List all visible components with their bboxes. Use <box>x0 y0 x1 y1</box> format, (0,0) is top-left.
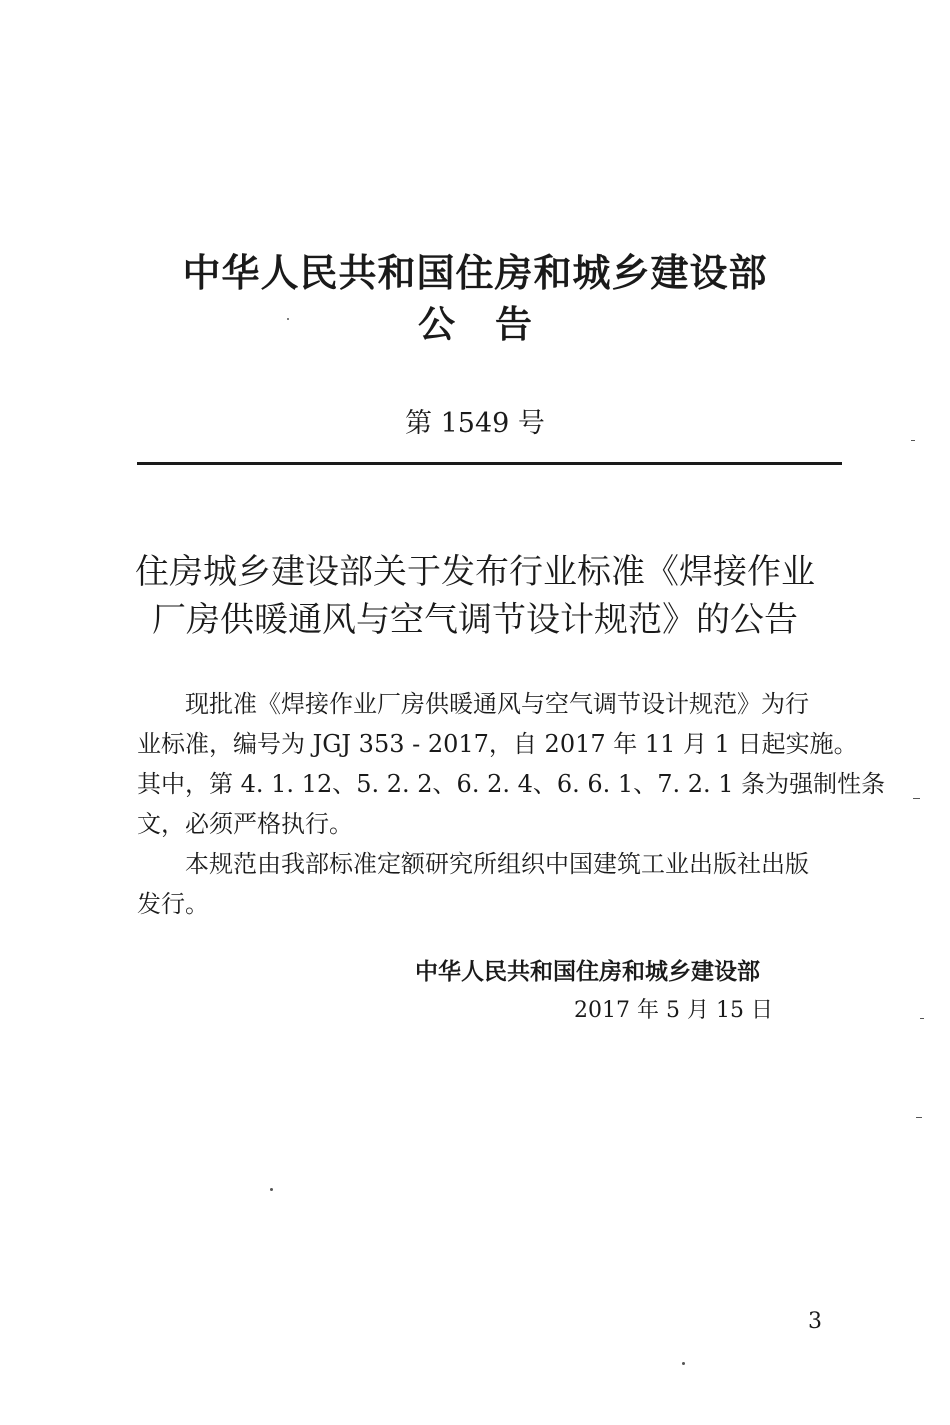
issuer-title: 中华人民共和国住房和城乡建设部 <box>182 251 768 295</box>
page-number: 3 <box>808 1309 822 1334</box>
body-line: 其中，第 4. 1. 12、5. 2. 2、6. 2. 4、6. 6. 1、7. 2. 1 条为强制性条 <box>137 770 886 798</box>
scan-speck <box>270 1188 273 1191</box>
scan-speck <box>913 798 920 799</box>
body-line: 现批准《焊接作业厂房供暖通风与空气调节设计规范》为行 <box>185 690 809 718</box>
signature-organization: 中华人民共和国住房和城乡建设部 <box>415 959 760 985</box>
scan-speck <box>911 440 915 441</box>
announcement-body <box>137 684 886 924</box>
scan-speck <box>287 318 289 320</box>
body-paragraph-1 <box>137 684 886 844</box>
body-line: 发行。 <box>137 890 209 918</box>
signature-date: 2017 年 5 月 15 日 <box>574 998 773 1023</box>
announcement-number: 第 1549 号 <box>405 408 545 439</box>
body-line: 本规范由我部标准定额研究所组织中国建筑工业出版社出版 <box>185 850 809 878</box>
announcement-heading <box>0 548 950 644</box>
scan-speck <box>920 1018 924 1019</box>
scan-speck <box>682 1362 685 1365</box>
body-line: 文，必须严格执行。 <box>137 810 353 838</box>
body-line: 业标准，编号为 JGJ 353 - 2017，自 2017 年 11 月 1 日起实施。 <box>137 730 858 758</box>
heading-line-2: 厂房供暖通风与空气调节设计规范》的公告 <box>152 600 798 640</box>
heading-line-1: 住房城乡建设部关于发布行业标准《焊接作业 <box>135 552 815 592</box>
body-paragraph-2 <box>137 844 847 924</box>
scan-speck <box>916 1117 922 1118</box>
notice-title: 公告 <box>418 303 572 346</box>
header-divider <box>137 462 842 465</box>
